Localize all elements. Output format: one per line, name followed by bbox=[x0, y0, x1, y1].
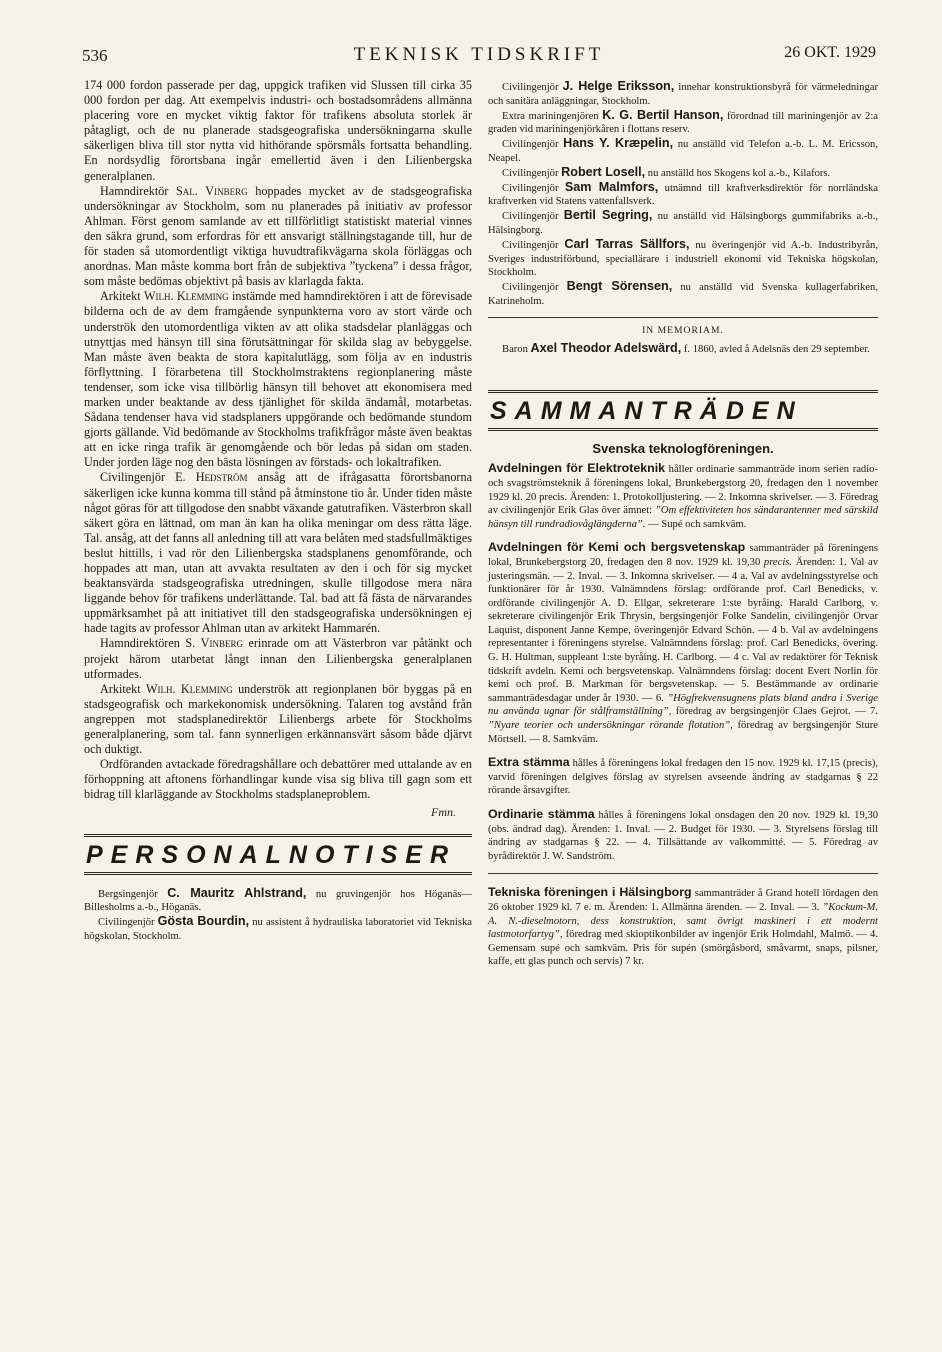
left-column bbox=[84, 78, 472, 944]
paragraph: Ordföranden avtackade föredragshållare och debattörer med uttalande av en förhoppning att aftonens förhandlingar kunde visa sig bliva till gagn som ett bidrag till klarläggande av Stockholms stadsplaneproblem. bbox=[84, 757, 472, 802]
meeting-notice: Extra stämma hålles å föreningens lokal fredagen den 15 nov. 1929 kl. 17,15 (precis), varvid föreningen delgives förslag av styrelsen avseende ändring av stadgarnas § 22 rörande årsavgifter. bbox=[488, 755, 878, 797]
personal-notes-left bbox=[84, 887, 472, 944]
personal-note: Civilingenjör Sam Malmfors, utnämnd till kraftverksdirektör för norrländska kraftverken vid Statens vattenfallsverk. bbox=[488, 179, 878, 208]
issue-date: 26 OKT. 1929 bbox=[784, 44, 876, 61]
paragraph: Hamndirektören S. Vinberg erinrade om att Västerbron var påtänkt och projekt härom utarbetat långt innan den Lilienbergska generalplanen utformades. bbox=[84, 636, 472, 681]
personal-note: Civilingenjör Carl Tarras Sällfors, nu överingenjör vid A.-b. Industribyrån, Sveriges industriförbund, speciallärare i industriell ekonomi vid Tekniska högskolan, Stockholm. bbox=[488, 236, 878, 279]
meeting-notice: Ordinarie stämma hålles å föreningens lokal onsdagen den 20 nov. 1929 kl. 19,30 (obs. ändrad dag). Ärenden: 1. Inval. — 2. Budget för 1930. — 3. Styrelsens förslag till ändring av stadgarnas § 22. — 4. Tillsättande av valkommitté. — 5. Föredrag av byrådirektör J. W. Sandström. bbox=[488, 807, 878, 862]
memoriam-note: Baron Axel Theodor Adelswärd, f. 1860, avled å Adelsnäs den 29 september. bbox=[502, 340, 870, 355]
page-header bbox=[82, 42, 876, 70]
paragraph: Hamndirektör Sal. Vinberg hoppades mycket av de stadsgeografiska undersökningar av Stockholm, som nu planerades på initiativ av professor Ahlman. Först genom samlande av ett tillförlitligt statistiskt material vinnes den säkra grund, som erfordras för ett ansvarigt ställningstagande till, hur de för staden så utomordentligt viktiga huvudtrafikvägarna skola förläggas och anordnas. Man måste komma bort från de subjektiva ”tyckena” i dessa frågor, som måste bedömas objektivt på basis av klarlagda fakta. bbox=[84, 183, 472, 289]
paragraph: Civilingenjör E. Hedström ansåg att de ifrågasatta förortsbanorna säkerligen icke kunna komma till stånd på åtminstone tio år. Under tiden måste något göras för att tillgodose den snabbt växande gatutrafiken. Västerbron skall säkert göra en lättnad, om man än kan ha olika meningar om dess rätta läge. Tal. ansåg, att det fanns all anledning till att vara belåten med stadsfullmäktiges beslut hittills, i vad rör den Lilienbergska stadsplanens genomförande, och hoppades att man, utan att avvakta resultaten av den i och för sig mycket beaktansvärda stadsgeografiska utredningen, skulle tillgodose mera nära liggande behov för trafikens underlättande. Tal. bad att få fästa de närvarandes uppmärksamhet på att initiativet till den stadsgeografiska undersökningen ej hade tagits av professor Ahlman utan av arkitekt Hammarén. bbox=[84, 470, 472, 636]
personal-note: Civilingenjör Bengt Sörensen, nu anställd vid Svenska kullagerfabriken, Katrineholm. bbox=[488, 279, 878, 307]
meeting-notice: Avdelningen för Kemi och bergsvetenskap sammanträder på föreningens lokal, Brunkebergstorg 20, fredagen den 8 nov. 1929 kl. 19,30 precis. Ärenden: 1. Val av justeringsmän. — 2. Inval. — 3. Inkomna skrivelser. — 4 a. Val av avdelningsstyrelse och funktionärer för år 1930. Valnämndens förslag: ordförande prof. Carl Benedicks, v. ordförande civilingenjör A. D. Ellgar, sekreterare 1:ste byråing. Harald Carlborg, v. sekreterare civilingenjör Erik Thrysin, bergsingenjör Folke Sandelin, civilingenjör Orvar Laquist, disponent Janne Kempe, överingenjör Edvard Schön. — 4 b. Val av avdelningens representanter i föreningens styrelse. Valnämndens förslag: prof. Carl Benedicks, övering. G. H. Hultman, suppleant 1:ste byråing. H. Carlborg. — 4 c. Val av redaktörer för Teknisk tidskrift avdeln. Kemi och bergsvetenskap. Valnämndens förslag: docent Evert Norlin för kemi och prof. B. Markman för bergsvetenskap. — 5. Bestämmande av ordinarie sammanträdesdagar under år 1930. — 6. ”Högfrekvensugnens plats bland andra i Sverige nu använda ugnar för stålframställning”, föredrag av bergsingenjör Claes Gejrot. — 7. ”Nyare teorier och undersökningar rörande flotation”, föredrag av bergsingenjör Sture Mörtsell. — 8. Samkväm. bbox=[488, 540, 878, 745]
journal-title: TEKNISK TIDSKRIFT bbox=[353, 44, 605, 65]
paragraph: 174 000 fordon passerade per dag, uppgick trafiken vid Slussen till cirka 35 000 fordon per dag. Att exempelvis industri- och bostadsområdens allmänna placering vore en mycket viktig faktor för trafikens absoluta storlek är påtagligt, och de nu planerade stadsgeografiska undersökningarna skulle säkerligen bliva till stor nytta vid hithörande spörsmåls fortsatta behandling. En nordsydlig förortsbana ingår emellertid även i den Lilienbergska generalplanen. bbox=[84, 78, 472, 183]
personal-note: Civilingenjör Bertil Segring, nu anställd vid Hälsingborgs gummifabriks a.-b., Hälsingborg. bbox=[488, 208, 878, 236]
personal-note: Extra mariningenjören K. G. Bertil Hanson, förordnad till mariningenjör av 2:a graden vid mariningenjörkåren i flottans reserv. bbox=[488, 107, 878, 136]
society-heading: Svenska teknologföreningen. bbox=[592, 441, 774, 457]
personal-notes-right bbox=[488, 80, 878, 356]
article-continuation bbox=[84, 78, 472, 820]
personal-note: Civilingenjör Hans Y. Kræpelin, nu anställd vid Telefon a.-b. L. M. Ericsson, Neapel. bbox=[488, 136, 878, 164]
memoriam-heading: IN MEMORIAM. bbox=[642, 324, 724, 336]
signature: Fmn. bbox=[431, 804, 456, 819]
right-column bbox=[488, 80, 878, 979]
paragraph: Arkitekt Wilh. Klemming instämde med hamndirektören i att de förevisade bilderna och de av dem framgående synpunkterna voro av stort värde och underströk den utomordentliga vikten av att olika stadsdelar planläggas och utnyttjas med hänsyn till sina förutsättningar för skilda slag av bebyggelse. Man måste även beakta de stora kapitalutlägg, som följa av en industris förflyttning. I förarbetena till Stockholmstraktens regionplanering måste tendenser, som icke visa tillbörlig hänsyn till behovet att ekonomisera med marken under beaktande av dess tjänlighet för skilda ändamål, motarbetas. Sådana tendenser hava vid stadsplaners uppgörande och bedömande stundom gjorts gällande. Vid bedömande av Stockholms trafikfrågor måste även beaktas att en icke ringa trafik är genomgående och bör ledas på sidan om staden. Under jorden läge nog den bästa lösningen av förstads- och lokaltrafiken. bbox=[84, 289, 472, 470]
sammantraden-banner: SAMMANTRÄDEN bbox=[488, 390, 878, 431]
personal-note: Civilingenjör Robert Losell, nu anställd hos Skogens kol a.-b., Kilafors. bbox=[502, 164, 831, 179]
personal-note: Bergsingenjör C. Mauritz Ahlstrand, nu gruvingenjör hos Höganäs—Billesholms a.-b., Höganäs. bbox=[84, 885, 472, 914]
divider bbox=[488, 873, 878, 874]
paragraph: Arkitekt Wilh. Klemming underströk att regionplanen bör byggas på en stadsgeografisk och markekonomisk undersökning. Talaren tog avstånd från angreppen mot stadsplanedirektör Lilienbergs arbete för Stockholms generalplanering, som tal. fann synnerligen erkännansvärt såsom både djärvt och duktigt. bbox=[84, 681, 472, 757]
page-number: 536 bbox=[82, 46, 108, 65]
divider bbox=[488, 317, 878, 318]
personal-note: Civilingenjör J. Helge Eriksson, innehar konstruktionsbyrå för värmeledningar och sanitära anläggningar, Stockholm. bbox=[488, 79, 878, 107]
personal-note: Civilingenjör Gösta Bourdin, nu assistent å hydrauliska laboratoriet vid Tekniska högskolan, Stockholm. bbox=[84, 914, 472, 942]
meeting-notice: Avdelningen för Elektroteknik håller ordinarie sammanträde inom serien radio- och svagströmsteknik å föreningens lokal, Brunkebergstorg 20, fredagen den 1 november 1929 kl. 20 precis. Ärenden: 1. Protokolljustering. — 2. Inkomna skrivelser. — 3. Föredrag av civilingenjör Erik Glas över ämnet: ”Om effektiviteten hos sändarantenner med särskild hänsyn till rundradiovåglängderna”. — Supé och samkväm. bbox=[488, 461, 878, 530]
personalnotiser-banner: PERSONALNOTISER bbox=[84, 834, 472, 875]
meeting-notice: Tekniska föreningen i Hälsingborg sammanträder å Grand hotell lördagen den 26 oktober 1929 kl. 7 e. m. Ärenden: 1. Allmänna ärenden. — 2. Inval. — 3. ”Kockum-M. A. N.-dieselmotorn, dess konstruktion, samt övrigt maskineri i ett modernt lastmotorfartyg”, föredrag med skioptikonbilder av ingenjör Erik Holmdahl, Malmö. — 4. Gemensam supé och samkväm. Pris för supén (smörgåsbord, småvarmt, snaps, pilsner, kaffe, ett glas punch och servis) 7 kr. bbox=[488, 885, 878, 968]
